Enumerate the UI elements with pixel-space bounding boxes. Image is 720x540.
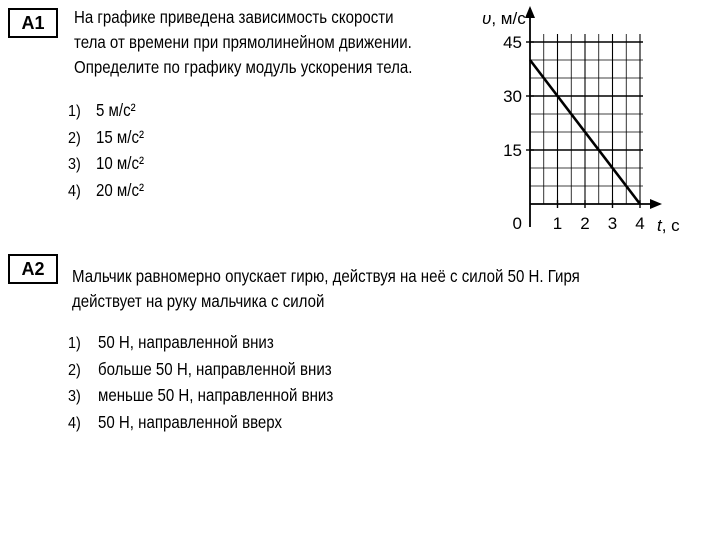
question-a2-text — [72, 264, 708, 314]
option-text: 20 м/с² — [96, 179, 144, 200]
question-a2-line-1: Мальчик равномерно опускает гирю, действуя на неё с силой 50 Н. Гиря — [72, 266, 580, 286]
option-text: 50 Н, направленной вверх — [98, 411, 283, 432]
x-axis-symbol: t — [657, 216, 662, 235]
answer-options-a1 — [68, 100, 178, 206]
question-a1-line-2: тела от времени при прямолинейном движении. — [74, 32, 412, 52]
grid — [530, 34, 643, 204]
option-text: 10 м/с² — [96, 153, 144, 173]
answer-option-a2-3[interactable] — [68, 385, 388, 412]
answer-option-a2-2[interactable] — [68, 359, 388, 386]
answer-options-a2 — [68, 332, 388, 438]
option-number: 4) — [68, 414, 81, 432]
y-axis-unit: , м/с — [491, 9, 526, 28]
option-number: 3) — [68, 156, 81, 173]
option-text: 15 м/с² — [96, 126, 144, 147]
option-text: больше 50 Н, направленной вниз — [98, 358, 332, 379]
question-a2-line-2: действует на руку мальчика с силой — [72, 291, 325, 311]
question-a1-line-1: На графике приведена зависимость скорости — [74, 7, 394, 27]
x-axis-unit: , с — [661, 216, 680, 235]
tick-labels — [503, 33, 645, 233]
option-text: меньше 50 Н, направленной вниз — [98, 385, 334, 405]
option-number: 2) — [68, 129, 81, 147]
axes — [520, 6, 662, 227]
option-number: 4) — [68, 182, 81, 200]
y-axis-symbol: υ — [482, 9, 492, 28]
x-tick-label: 1 — [552, 214, 563, 233]
option-number: 1) — [68, 103, 81, 120]
question-label-a2: A2 — [8, 254, 58, 284]
answer-option-a2-4[interactable] — [68, 412, 388, 439]
y-tick-label: 45 — [503, 33, 522, 52]
answer-option-a1-4[interactable] — [68, 180, 178, 207]
answer-option-a1-3[interactable] — [68, 153, 178, 180]
x-tick-label: 4 — [635, 214, 645, 233]
x-tick-label: 3 — [607, 214, 618, 233]
velocity-time-graph — [478, 0, 693, 240]
option-number: 2) — [68, 361, 81, 379]
x-tick-label: 2 — [580, 214, 590, 233]
y-axis-arrow — [525, 6, 535, 18]
answer-option-a2-1[interactable] — [68, 332, 388, 359]
y-tick-label: 30 — [503, 87, 522, 106]
question-a1-text — [74, 5, 470, 80]
option-number: 3) — [68, 388, 81, 405]
x-axis-label — [657, 216, 680, 235]
option-text: 5 м/с² — [96, 100, 136, 120]
x-axis-arrow — [650, 199, 662, 209]
y-axis-label — [482, 9, 526, 28]
option-number: 1) — [68, 335, 81, 352]
question-a1-line-3: Определите по графику модуль ускорения тела. — [74, 57, 413, 77]
question-label-a1: A1 — [8, 8, 58, 38]
origin-label: 0 — [512, 214, 522, 233]
y-tick-label: 15 — [503, 141, 522, 160]
option-text: 50 Н, направленной вниз — [98, 332, 274, 352]
answer-option-a1-2[interactable] — [68, 127, 178, 154]
answer-option-a1-1[interactable] — [68, 100, 178, 127]
